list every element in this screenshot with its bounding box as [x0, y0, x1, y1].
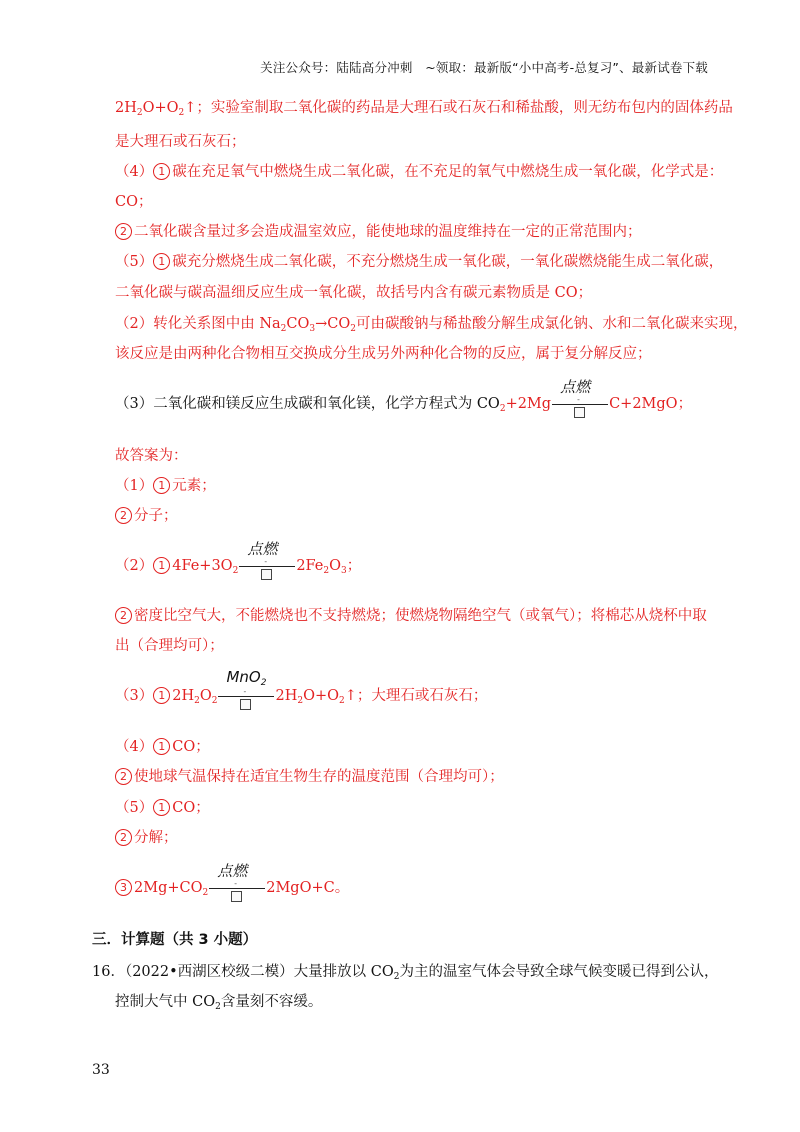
- text-run: -: [234, 879, 237, 888]
- text-line: [115, 160, 723, 181]
- circle-number: 2: [115, 507, 132, 524]
- circle-number: 2: [115, 829, 132, 846]
- text-run: O: [199, 688, 212, 704]
- text-run: 2: [339, 696, 345, 706]
- text-run: 2: [178, 108, 185, 118]
- text-run: 4Fe+3O: [172, 558, 233, 574]
- text-line: 二氧化碳与碳高温细反应生成一氧化碳，故括号内含有碳元素物质是 CO；: [115, 285, 593, 301]
- text-run: [218, 696, 274, 697]
- circle-number: 1: [153, 799, 170, 816]
- text-run: MnO: [226, 668, 261, 686]
- text-run: [574, 407, 585, 418]
- text-line: [115, 250, 723, 271]
- section-heading: 三．计算题（共 3 小题）: [92, 932, 258, 948]
- text-run: （2）转化关系图中由 Na: [115, 316, 281, 332]
- text-line: [115, 220, 642, 241]
- circle-number: 2: [115, 607, 132, 624]
- text-run: O+O: [142, 100, 179, 116]
- text-run: （5）: [115, 254, 154, 270]
- text-run: →CO: [315, 316, 351, 332]
- answer-line: [115, 604, 707, 625]
- text-run: 2Mg+CO: [134, 880, 203, 896]
- text-run: -: [577, 395, 580, 404]
- text-run: 2: [499, 404, 506, 414]
- text-run: CO: [286, 316, 310, 332]
- answer-line: [115, 735, 210, 756]
- page-number: 33: [92, 1062, 110, 1078]
- text-run: ↑；大理石或石灰石；: [344, 688, 488, 704]
- text-run: 2: [260, 678, 267, 688]
- reaction-arrow: [239, 540, 295, 576]
- text-run: 3: [309, 324, 316, 334]
- text-run: 2Fe: [296, 558, 324, 574]
- text-run: O+O: [303, 688, 340, 704]
- answer-line: [115, 826, 178, 847]
- text-run: 元素；: [172, 478, 216, 494]
- text-line: [115, 96, 733, 118]
- answer-line: 出（合理均可）；: [115, 638, 224, 654]
- circle-number: 2: [115, 223, 132, 240]
- text-run: 2: [280, 324, 287, 334]
- text-run: ↑；实验室制取二氧化碳的药品是大理石或石灰石和稀盐酸，则无纺布包内的固体药品: [184, 100, 733, 116]
- text-run: （2）: [115, 558, 154, 574]
- circle-number: 1: [153, 557, 170, 574]
- text-run: 2: [211, 696, 218, 706]
- text-run: 碳在充足氧气中燃烧生成二氧化碳，在不充足的氧气中燃烧生成一氧化碳，化学式是：: [172, 164, 724, 180]
- equation-line: [115, 668, 488, 706]
- equation-line: [115, 862, 350, 898]
- circle-number: 2: [115, 768, 132, 785]
- question-line: 16．（2022•西湖区校级二模）大量排放以 $CO_2$为主的温室气体会导致全球气候变暖已得到公认，: [92, 964, 719, 982]
- text-run: [261, 569, 272, 580]
- text-run: 分解；: [134, 830, 178, 846]
- text-run: [209, 888, 265, 889]
- answer-line: [115, 765, 504, 786]
- text-run: 3: [341, 566, 347, 576]
- text-run: 点燃: [247, 540, 278, 558]
- text-run: （3）: [115, 688, 154, 704]
- text-run: （5）: [115, 800, 154, 816]
- text-run: （1）: [115, 478, 154, 494]
- text-run: 2H: [275, 688, 298, 704]
- text-run: 点燃: [560, 378, 591, 396]
- equation-line: [115, 540, 362, 576]
- text-run: 2H: [172, 688, 195, 704]
- text-run: 2: [232, 566, 239, 576]
- text-run: O: [329, 558, 342, 574]
- circle-number: 1: [153, 163, 170, 180]
- page-header: 关注公众号：陆陆高分冲刺 ~领取：最新版“小中高考-总复习”、最新试卷下载: [260, 60, 708, 75]
- text-run: 2MgO+C。: [266, 880, 350, 896]
- text-run: 2: [297, 696, 304, 706]
- text-run: 分子；: [134, 508, 178, 524]
- reaction-arrow: [552, 378, 608, 414]
- text-run: （3）二氧化碳和镁反应生成碳和氧化镁，化学方程式为 CO: [115, 396, 500, 412]
- text-line: 是大理石或石灰石；: [115, 134, 246, 150]
- text-run: ；: [346, 558, 362, 574]
- question-line: 控制大气中 $CO_2$含量刻不容缓。: [115, 994, 323, 1012]
- text-run: -: [264, 557, 268, 566]
- text-run: 点燃: [217, 862, 248, 880]
- answer-line: [115, 474, 216, 495]
- answer-line: [115, 504, 178, 525]
- text-run: 2: [350, 324, 356, 334]
- text-run: CO；: [172, 739, 210, 755]
- answer-line: [115, 796, 210, 817]
- text-run: [231, 891, 242, 902]
- text-run: （4）: [115, 739, 154, 755]
- text-line: CO；: [115, 194, 153, 210]
- text-run: -: [243, 687, 247, 696]
- text-line: 该反应是由两种化合物相互交换成分生成另外两种化合物的反应，属于复分解反应；: [115, 346, 652, 362]
- circle-number: 1: [153, 738, 170, 755]
- equation-line: [115, 378, 693, 414]
- text-run: 二氧化碳含量过多会造成温室效应，能使地球的温度维持在一定的正常范围内；: [134, 224, 642, 240]
- text-run: [239, 566, 295, 567]
- text-run: 2: [323, 566, 330, 576]
- reaction-arrow: [209, 862, 265, 898]
- circle-number: 3: [115, 879, 132, 896]
- text-run: （4）: [115, 164, 154, 180]
- text-run: 碳充分燃烧生成二氧化碳，不充分燃烧生成一氧化碳，一氧化碳燃烧能生成二氧化碳，: [172, 254, 724, 270]
- text-run: 2: [194, 696, 200, 706]
- answer-title: 故答案为：: [115, 448, 188, 464]
- text-run: 2: [202, 888, 209, 898]
- text-line: [115, 312, 748, 334]
- text-run: +2Mg: [505, 396, 552, 412]
- text-run: C+2MgO；: [609, 396, 693, 412]
- text-run: 2H: [115, 100, 137, 116]
- circle-number: 1: [153, 477, 170, 494]
- text-run: 可由碳酸钠与稀盐酸分解生成氯化钠、水和二氧化碳来实现，: [356, 316, 748, 332]
- text-run: [226, 668, 266, 688]
- circle-number: 1: [153, 687, 170, 704]
- text-run: 2: [136, 108, 143, 118]
- text-run: [552, 404, 608, 405]
- text-run: [240, 699, 251, 710]
- text-run: 使地球气温保持在适宜生物生存的温度范围（合理均可）；: [134, 769, 504, 785]
- text-run: 密度比空气大，不能燃烧也不支持燃烧；使燃烧物隔绝空气（或氧气）；将棉芯从烧杯中取: [134, 608, 707, 624]
- text-run: CO；: [172, 800, 210, 816]
- circle-number: 1: [153, 253, 170, 270]
- reaction-arrow: [218, 668, 274, 706]
